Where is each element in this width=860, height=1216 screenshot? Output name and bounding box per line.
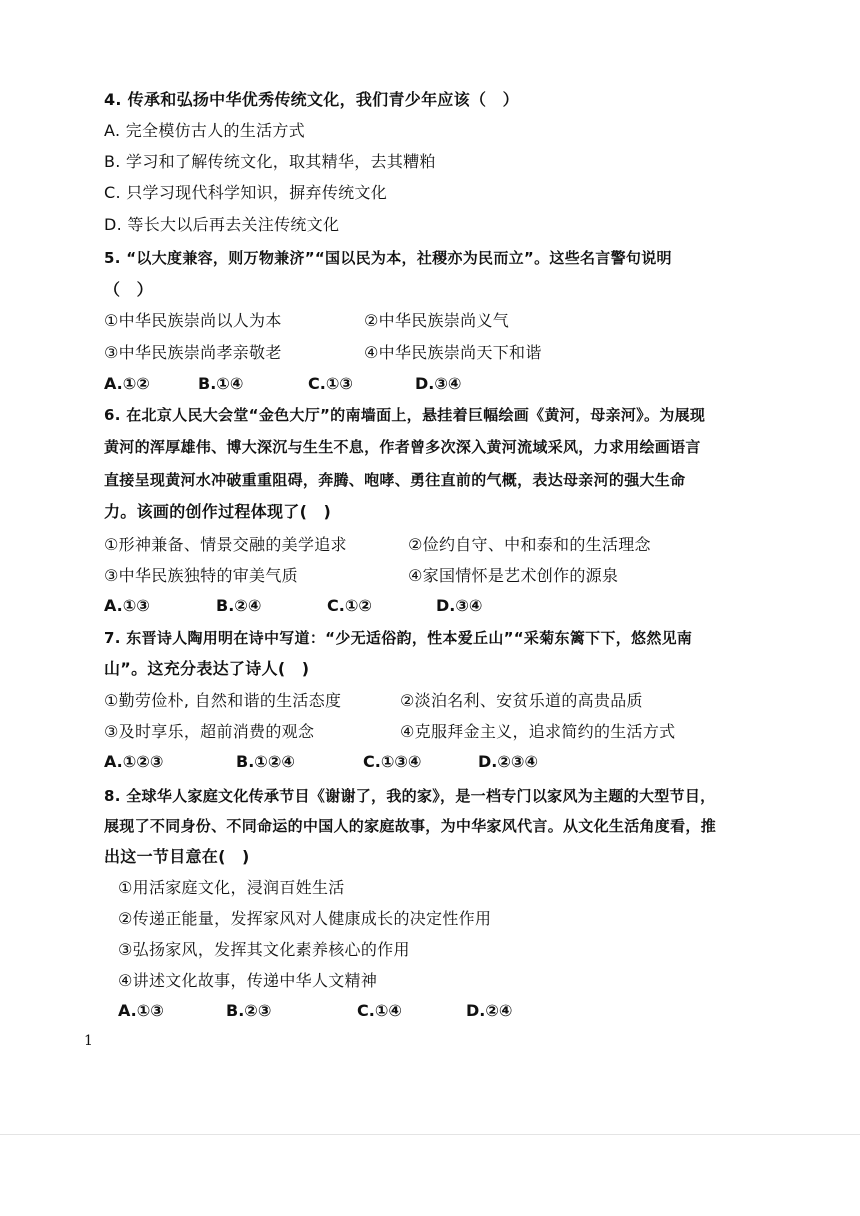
question-6-statement-1: ①形神兼备、情景交融的美学追求 (104, 535, 347, 554)
question-5-stem-bracket: （ ） (104, 280, 153, 299)
question-8-option-b: B.②③ (226, 1001, 272, 1020)
page-bottom-divider (0, 1134, 860, 1135)
question-5-stem: 5. “以大度兼容，则万物兼济”“国以民为本，社稷亦为民而立”。这些名言警句说明 (104, 249, 672, 267)
question-8-stem-line-3: 出这一节目意在( ) (104, 847, 250, 866)
question-7-statement-3: ③及时享乐，超前消费的观念 (104, 722, 315, 741)
question-7-option-b: B.①②④ (236, 752, 295, 771)
page-number: 1 (84, 1033, 93, 1049)
question-6-stem-line-4: 力。该画的创作过程体现了( ) (104, 502, 332, 521)
question-8-option-a: A.①③ (118, 1001, 164, 1020)
question-5-statement-3: ③中华民族崇尚孝亲敬老 (104, 343, 282, 362)
question-6-option-c: C.①② (327, 596, 372, 615)
question-6-statement-4: ④家国情怀是艺术创作的源泉 (408, 566, 619, 585)
question-8-stem-line-1: 8. 全球华人家庭文化传承节目《谢谢了，我的家》，是一档专门以家风为主题的大型节目， (104, 787, 716, 805)
question-5-statement-2: ②中华民族崇尚义气 (364, 311, 510, 330)
question-8-statement-4: ④讲述文化故事，传递中华人文精神 (118, 971, 378, 990)
question-6-stem-line-1: 6. 在北京人民大会堂“金色大厅”的南墙面上，悬挂着巨幅绘画《黄河，母亲河》。为展现 (104, 406, 706, 424)
question-6-stem-line-3: 直接呈现黄河水冲破重重阻碍，奔腾、咆哮、勇往直前的气概，表达母亲河的强大生命 (104, 471, 686, 489)
question-8-stem-line-2: 展现了不同身份、不同命运的中国人的家庭故事，为中华家风代言。从文化生活角度看，推 (104, 817, 717, 835)
question-4-choice-a: A. 完全模仿古人的生活方式 (104, 121, 306, 140)
question-5-option-b: B.①④ (198, 374, 244, 393)
question-6-statement-2: ②俭约自守、中和泰和的生活理念 (408, 535, 651, 554)
question-4-choice-b: B. 学习和了解传统文化，取其精华，去其糟粕 (104, 152, 436, 171)
question-8-statement-1: ①用活家庭文化，浸润百姓生活 (118, 878, 345, 897)
question-7-statement-4: ④克服拜金主义，追求简约的生活方式 (400, 722, 676, 741)
question-7-statement-1: ①勤劳俭朴, 自然和谐的生活态度 (104, 691, 342, 710)
question-8-statement-3: ③弘扬家风，发挥其文化素养核心的作用 (118, 940, 410, 959)
question-8-option-d: D.②④ (466, 1001, 513, 1020)
question-8-statement-2: ②传递正能量，发挥家风对人健康成长的决定性作用 (118, 909, 492, 928)
question-8-option-c: C.①④ (357, 1001, 402, 1020)
question-5-statement-1: ①中华民族崇尚以人为本 (104, 311, 282, 330)
question-6-option-d: D.③④ (436, 596, 483, 615)
question-4-stem: 4. 传承和弘扬中华优秀传统文化，我们青少年应该（ ） (104, 90, 519, 109)
question-7-stem-line-2: 山”。这充分表达了诗人( ) (104, 659, 310, 678)
question-5-statement-4: ④中华民族崇尚天下和谐 (364, 343, 542, 362)
question-7-statement-2: ②淡泊名利、安贫乐道的高贵品质 (400, 691, 643, 710)
question-4-choice-d: D. 等长大以后再去关注传统文化 (104, 215, 340, 234)
question-7-option-a: A.①②③ (104, 752, 164, 771)
question-7-option-c: C.①③④ (363, 752, 422, 771)
question-6-stem-line-2: 黄河的浑厚雄伟、博大深沉与生生不息，作者曾多次深入黄河流域采风，力求用绘画语言 (104, 438, 701, 456)
question-6-statement-3: ③中华民族独特的审美气质 (104, 566, 298, 585)
question-6-option-b: B.②④ (216, 596, 262, 615)
question-4-choice-c: C. 只学习现代科学知识，摒弃传统文化 (104, 183, 388, 202)
question-5-option-c: C.①③ (308, 374, 353, 393)
question-7-stem-line-1: 7. 东晋诗人陶用明在诗中写道：“少无适俗韵，性本爱丘山”“采菊东篱下下，悠然见南 (104, 629, 693, 647)
question-5-option-a: A.①② (104, 374, 150, 393)
question-5-option-d: D.③④ (415, 374, 462, 393)
question-6-option-a: A.①③ (104, 596, 150, 615)
question-7-option-d: D.②③④ (478, 752, 538, 771)
